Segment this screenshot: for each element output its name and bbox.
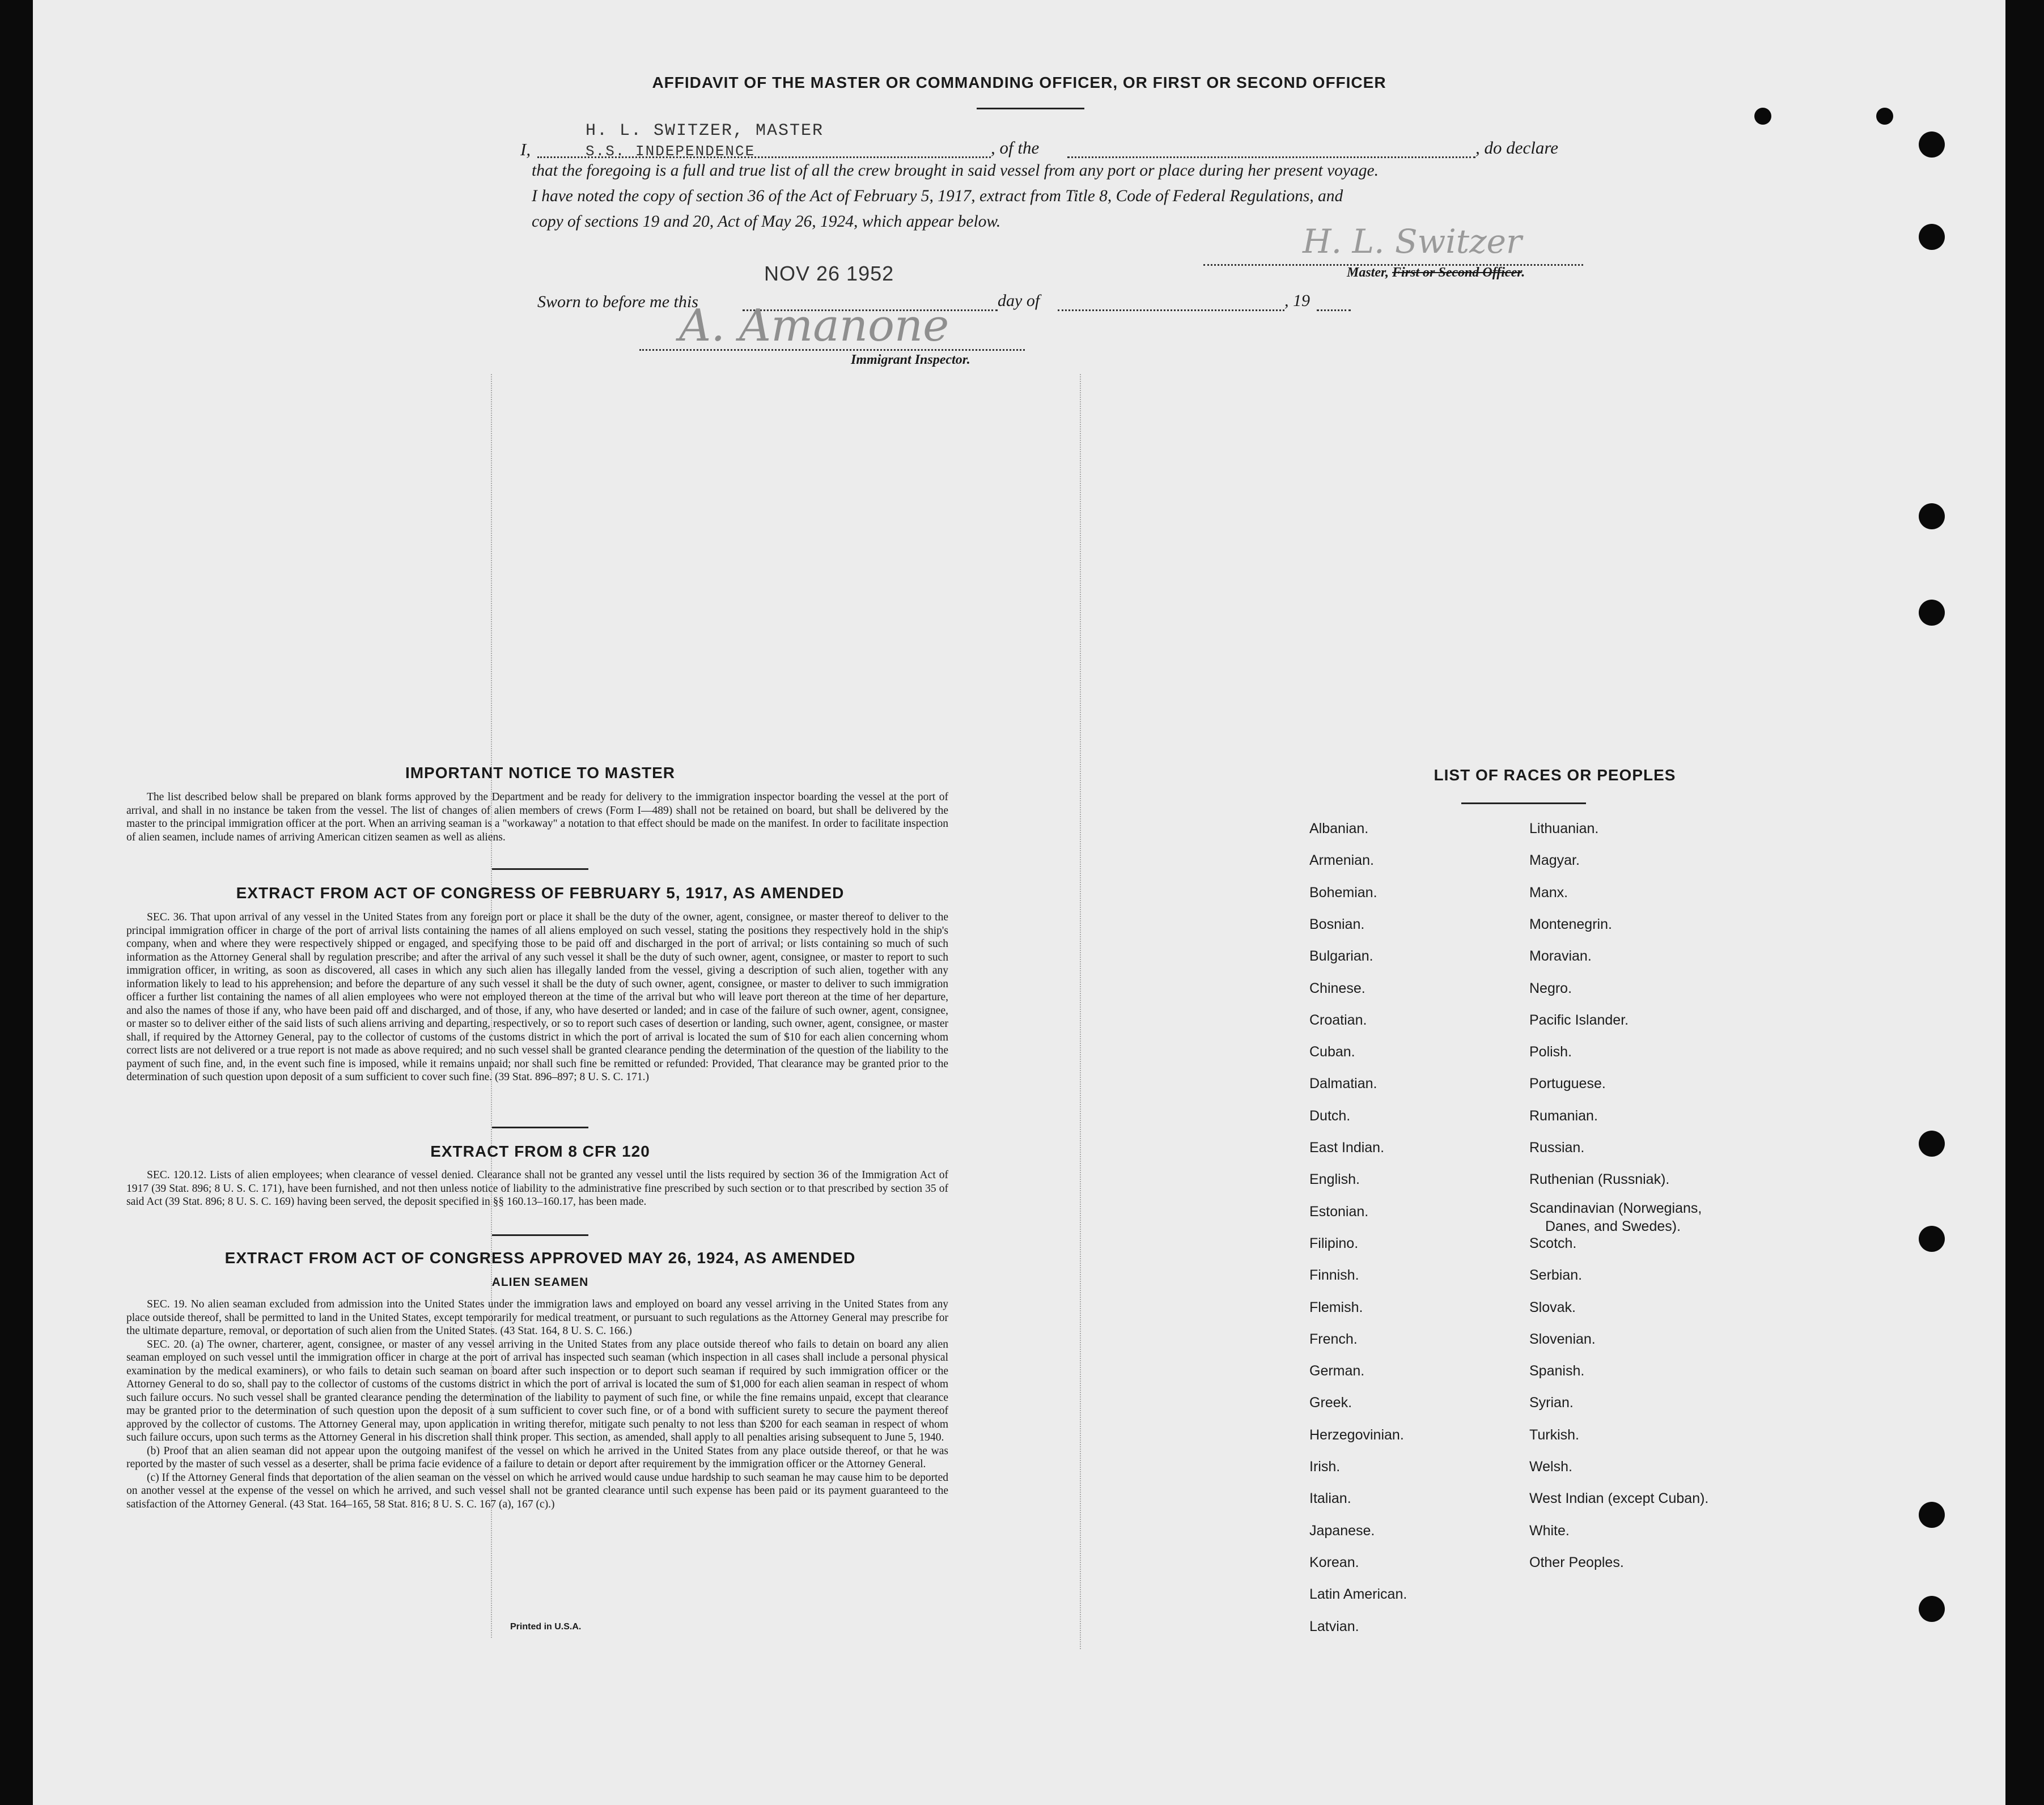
race-item: French. (1309, 1331, 1358, 1347)
section-divider (492, 868, 588, 870)
sec-19-paragraph: SEC. 19. No alien seaman excluded from admission into the United States under the immigration laws and employed on board any vessel arriving in the United States from any place outside thereof, shall be permitted to land in the United States, except temporarily for medical treatment, or pursuant to such regulations as the Attorney General may prescribe for the ultimate departure, removal, or deportation of such alien from the United States. (43 Stat. 164, 8 U. S. C. 166.) (126, 1298, 948, 1337)
notice-paragraph: The list described below shall be prepared on blank forms approved by the Department and be ready for delivery to the immigration inspector boarding the vessel at the port of arrival, and shall in no instance be taken from the vessel. The list of changes of alien members of crews (Form I—489) shall not be retained on board, but shall be delivered by the master to the principal immigration officer at the port. When an arriving seaman is a "workaway" a notation to that effect should be made on the manifest. In order to facilitate inspection of alien seamen, include names of arriving American citizen seamen as well as aliens. (126, 791, 948, 843)
race-item: Italian. (1309, 1490, 1351, 1507)
declaration-line: that the foregoing is a full and true list of all the crew brought in said vessel from any port or place during her present voyage. (532, 162, 1379, 180)
race-item: Estonian. (1309, 1203, 1369, 1220)
port-line (1067, 156, 1475, 158)
race-item: Russian. (1529, 1140, 1585, 1156)
sec-20b-paragraph: (b) Proof that an alien seaman did not appear upon the outgoing manifest of the vessel on which he arrived in the United States from any place outside thereof, or that he was reported by the master of such vessel as a deserter, shall be prima facie evidence of a failure to detain or deport after requirement by the immigration officer or the Attorney General. (126, 1445, 948, 1470)
race-item: Scandinavian (Norwegians, (1529, 1200, 1702, 1216)
sec-20c-paragraph: (c) If the Attorney General finds that deportation of the alien seaman on the vessel on which he arrived would cause undue hardship to such seaman he may cause him to be deported on another vessel at the expense of the vessel on which he arrived, and such vessel shall not be granted clearance until such expense has been paid or its payment guaranteed to the satisfaction of the Attorney General. (43 Stat. 164–165, 58 Stat. 816; 8 U. S. C. 167 (a), 167 (c).) (126, 1471, 948, 1510)
punch-hole (1919, 1596, 1945, 1622)
inspector-signature-line (639, 349, 1025, 351)
punch-hole (1919, 1502, 1945, 1528)
race-item: Cuban. (1309, 1044, 1355, 1060)
printed-in-usa: Printed in U.S.A. (510, 1622, 582, 1632)
extract-1924-text (126, 1298, 948, 1511)
race-item: Welsh. (1529, 1459, 1572, 1475)
sec-120-paragraph: SEC. 120.12. Lists of alien employees; when clearance of vessel denied. Clearance shall not be granted any vessel until the lists required by section 36 of the Immigration Act of 1917 (39 Stat. 896; 8 U. S. C. 171), have been furnished, and not then unless notice of liability to the administrative fine prescribed by such section or to that prescribed by section 35 of said Act (39 Stat. 896; 8 U. S. C. 169) having been served, the deposit specified in §§ 160.13–160.17, has been made. (126, 1169, 948, 1208)
master-caption-a: Master, (1347, 265, 1389, 280)
extract-cfr-text (126, 1169, 948, 1209)
sworn-month-line (1058, 309, 1284, 311)
race-item: Korean. (1309, 1554, 1359, 1570)
race-item: Scotch. (1529, 1235, 1577, 1251)
race-item: White. (1529, 1522, 1570, 1539)
race-item: Latin American. (1309, 1586, 1407, 1603)
inspector-caption: Immigrant Inspector. (851, 352, 970, 367)
master-name: H. L. SWITZER, MASTER (586, 121, 824, 141)
race-item: Pacific Islander. (1529, 1012, 1629, 1028)
document-page (33, 0, 2005, 1805)
declaration-line: copy of sections 19 and 20, Act of May 26, 1924, which appear below. (532, 213, 1001, 231)
race-item: Danes, and Swedes). (1545, 1218, 1681, 1234)
race-item: Croatian. (1309, 1012, 1367, 1028)
race-item: Japanese. (1309, 1522, 1375, 1539)
punch-hole (1919, 131, 1945, 158)
punch-hole (1919, 224, 1945, 250)
race-item: Finnish. (1309, 1267, 1359, 1284)
race-item: Montenegrin. (1529, 916, 1612, 932)
race-item: Slovak. (1529, 1299, 1576, 1315)
race-item: Greek. (1309, 1395, 1352, 1411)
race-item: Bulgarian. (1309, 948, 1373, 965)
race-item: East Indian. (1309, 1140, 1385, 1156)
extract-1917-text (126, 911, 948, 1084)
race-item: Bohemian. (1309, 884, 1377, 901)
races-title-divider (1461, 802, 1586, 804)
race-item: Dalmatian. (1309, 1076, 1377, 1092)
vessel-name: S.S. INDEPENDENCE (586, 143, 756, 160)
extract-1924-title: EXTRACT FROM ACT OF CONGRESS APPROVED MAY 26, 1924, AS AMENDED (224, 1249, 856, 1267)
punch-hole (1754, 108, 1771, 125)
race-item: Magyar. (1529, 852, 1580, 869)
sworn-year-line (1317, 309, 1351, 311)
race-item: Rumanian. (1529, 1107, 1598, 1124)
race-item: Bosnian. (1309, 916, 1365, 932)
year-label: , 19 (1284, 291, 1310, 310)
race-item: Latvian. (1309, 1618, 1359, 1634)
race-item: Moravian. (1529, 948, 1592, 965)
master-signature: H. L. Switzer (1303, 222, 1522, 261)
affidavit-title: AFFIDAVIT OF THE MASTER OR COMMANDING OFFICER, OR FIRST OR SECOND OFFICER (652, 74, 1386, 91)
race-item: West Indian (except Cuban). (1529, 1490, 1709, 1507)
extract-cfr-title: EXTRACT FROM 8 CFR 120 (430, 1143, 650, 1160)
race-item: Herzegovinian. (1309, 1426, 1404, 1443)
extract-1917-title: EXTRACT FROM ACT OF CONGRESS OF FEBRUARY 5, 1917, AS AMENDED (236, 884, 845, 902)
sworn-label: Sworn to before me this (537, 292, 698, 311)
race-item: Slovenian. (1529, 1331, 1596, 1347)
punch-hole (1919, 1131, 1945, 1157)
i-label: I, (520, 139, 531, 159)
race-item: Manx. (1529, 884, 1568, 901)
race-item: Spanish. (1529, 1363, 1585, 1379)
race-item: German. (1309, 1363, 1365, 1379)
race-item: Other Peoples. (1529, 1554, 1624, 1570)
race-item: English. (1309, 1171, 1360, 1188)
of-the-label: , of the (991, 138, 1040, 158)
race-item: Lithuanian. (1529, 821, 1599, 836)
race-item: Portuguese. (1529, 1076, 1606, 1092)
day-of-label: day of (998, 291, 1040, 310)
punch-hole (1919, 1226, 1945, 1252)
do-declare-label: , do declare (1475, 138, 1559, 158)
sec-36-paragraph: SEC. 36. That upon arrival of any vessel in the United States from any foreign port or place it shall be the duty of the owner, agent, consignee, or master thereof to deliver to the principal immigration officer in charge of the port of arrival lists containing the names of all aliens employed on such vessel, stating the positions they respectively hold in the ship's company, when and where they were respectively shipped or engaged, and specifying those to be paid off and discharged in the port of arrival; or lists containing so much of such information as the Attorney General shall by regulation prescribe; and after the arrival of any such vessel it shall be the duty of such owner, agent, consignee, or master to report to such immigration officer, in writing, as soon as discovered, all cases in which any such alien has illegally landed from the vessel, giving a description of such alien, together with any information likely to lead to his apprehension; and before the departure of any such vessel it shall be the duty of such owner, agent, consignee, or master to deliver to such immigration officer a further list containing the names of all alien employees who were not employed thereon at the time of the arrival but who will leave port thereon at the time of her departure, and also the names of those if any, who have been paid off and discharged, and of those, if any, who have deserted or landed; and in case of the failure of such owner, agent, consignee, or master so to deliver either of the said lists of such aliens arriving and departing, respectively, or so to report such cases of desertion or landing, such owner, agent, consignee, or master shall, if required by the Attorney General, pay to the collector of customs of the customs district in which the port of arrival is located the sum of $10 for each alien concerning whom correct lists are not delivered or a true report is not made as above required; and no such vessel shall be granted clearance pending the determination of the question of the liability to the payment of such fine, and, in the event such fine is imposed, while it remains unpaid; nor shall such fine be remitted or refunded: Provided, That clearance may be granted prior to the determination of such question upon deposit of a sum sufficient to cover such fine. (39 Stat. 896–897; 8 U. S. C. 171.) (126, 911, 948, 1083)
race-item: Chinese. (1309, 980, 1366, 996)
races-title: LIST OF RACES OR PEOPLES (1434, 766, 1676, 784)
master-caption (1347, 265, 1525, 281)
column-divider (1080, 374, 1081, 1649)
notice-text (126, 791, 948, 844)
race-item: Filipino. (1309, 1235, 1359, 1251)
sec-20a-paragraph: SEC. 20. (a) The owner, charterer, agent, consignee, or master of any vessel arriving in the United States from any place outside thereof who fails to detain on board any alien seaman employed on such vessel until the immigration officer in charge at the port of arrival has inspected such seaman (which inspection in all cases shall include a personal physical examination by the medical examiners), or who fails to detain such seaman on board after such inspection or to deport such seaman if required by such immigration officer or the Attorney General to do so, shall pay to the collector of customs of the customs district in which the port of arrival is located the sum of $1,000 for each alien seaman in respect of whom such failure occurs. No such vessel shall be granted clearance pending the determination of the liability to payment of such fine, or while the fine remains unpaid, except that clearance may be granted prior to the determination of such question upon the deposit of a sum sufficient to cover such fine, or of a bond with sufficient surety to secure the payment thereof approved by the collector of customs. The Attorney General may, upon application in writing therefor, mitigate such penalty to not less than $200 for each seaman in respect of whom such failure occurs, upon such terms as the Attorney General in his discretion shall think proper. This section, as amended, shall apply to all penalties arising subsequent to June 5, 1940. (126, 1338, 948, 1443)
race-item: Ruthenian (Russniak). (1529, 1171, 1670, 1188)
date-stamp: NOV 26 1952 (764, 262, 894, 285)
punch-hole (1876, 108, 1893, 125)
title-divider (977, 108, 1084, 109)
declaration-line: I have noted the copy of section 36 of the Act of February 5, 1917, extract from Title 8, Code of Federal Regulations, and (532, 187, 1343, 205)
race-item: Albanian. (1309, 821, 1369, 836)
inspector-signature: A. Amanone (679, 300, 949, 351)
master-caption-end: . (1521, 265, 1525, 280)
extract-1924-subtitle: ALIEN SEAMEN (491, 1276, 589, 1289)
punch-hole (1919, 600, 1945, 626)
race-item: Dutch. (1309, 1107, 1351, 1124)
master-caption-struck: First or Second Officer (1392, 265, 1522, 280)
race-item: Flemish. (1309, 1299, 1363, 1315)
race-item: Armenian. (1309, 852, 1374, 869)
race-item: Irish. (1309, 1459, 1341, 1475)
notice-title: IMPORTANT NOTICE TO MASTER (405, 764, 676, 782)
section-divider (492, 1234, 588, 1236)
race-item: Polish. (1529, 1044, 1572, 1060)
race-item: Turkish. (1529, 1426, 1579, 1443)
race-item: Negro. (1529, 980, 1572, 996)
section-divider (492, 1127, 588, 1128)
race-item: Syrian. (1529, 1395, 1574, 1411)
punch-hole (1919, 503, 1945, 529)
race-item: Serbian. (1529, 1267, 1583, 1284)
